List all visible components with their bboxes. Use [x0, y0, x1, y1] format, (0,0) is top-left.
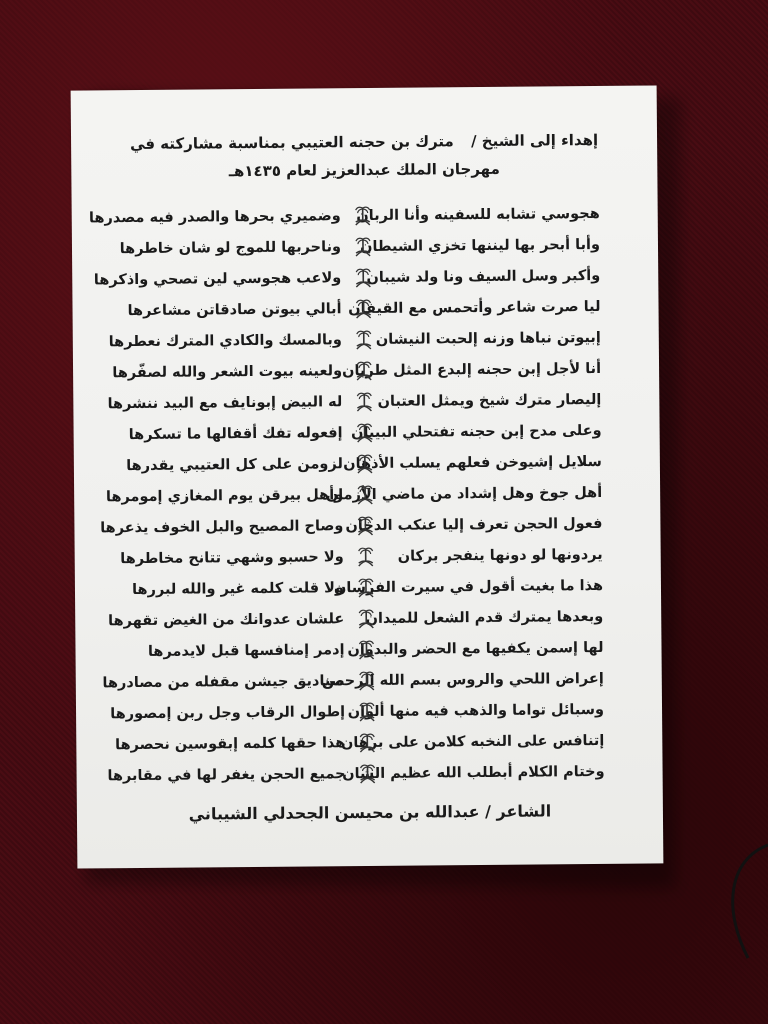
- dedication-line: [91, 126, 637, 159]
- poem-content: [88, 126, 643, 825]
- verse-second-hemistich: هذا حقها كلمه إبقوسين نحصرها: [115, 734, 346, 753]
- verse-second-hemistich: وناحربها للموج لو شان خاطرها: [119, 238, 342, 257]
- verse-first-hemistich: وسبائل تواما والذهب فيه منها ألوان: [347, 701, 605, 720]
- verse-second-hemistich: وضميري بحرها والصدر فيه مصدرها: [88, 207, 341, 226]
- verse-row: [93, 384, 601, 419]
- verse-row: [94, 477, 602, 512]
- verse-row: [95, 539, 603, 574]
- palm-and-crossed-swords-icon: [351, 203, 375, 227]
- verse-second-hemistich: علشان عدوانك من الغيض تقهرها: [108, 610, 345, 629]
- verse-first-hemistich: وختام الكلام أبطلب الله عظيم الشان: [342, 763, 605, 782]
- poem-verses: [88, 198, 643, 792]
- verse-first-hemistich: وأكبر وسل السيف ونا ولد شيبان: [366, 267, 601, 286]
- palm-and-crossed-swords-icon: [351, 296, 375, 320]
- festival-line: مهرجان الملك عبدالعزيز لعام ١٤٣٥هـ: [228, 159, 500, 181]
- palm-and-crossed-swords-icon: [351, 234, 375, 258]
- verse-second-hemistich: لزومن على كل العتيبي يقدرها: [126, 455, 343, 474]
- verse-second-hemistich: أبالي بيوتن صادقاتن مشاعرها: [127, 300, 342, 319]
- palm-and-crossed-swords-icon: [354, 544, 378, 568]
- verse-first-hemistich: هذا ما بغيت أقول في سيرت الفرسان: [333, 577, 604, 596]
- verse-row: [92, 260, 600, 295]
- verse-row: [88, 198, 600, 233]
- verse-first-hemistich: ليا صرت شاعر وأتحمس مع القيفان: [348, 298, 601, 317]
- dedication-text: مترك بن حجنه العتيبي بمناسبة مشاركته في: [129, 132, 454, 154]
- verse-second-hemistich: جميع الحجن يغفر لها في مقابرها: [107, 765, 346, 784]
- verse-second-hemistich: ولا حسبو وشهي تتانح مخاطرها: [120, 548, 344, 567]
- verse-row: [92, 229, 600, 264]
- verse-row: [95, 570, 603, 605]
- poet-signature: الشاعر / عبدالله بن محيسن الجحدلي الشيباني: [188, 801, 552, 824]
- verse-row: [96, 725, 604, 760]
- verse-second-hemistich: صناديق جيشن مقفله من مصادرها: [102, 672, 345, 691]
- verse-first-hemistich: يردونها لو دونها ينفجر بركان: [397, 546, 603, 565]
- verse-second-hemistich: إطوال الرقاب وجل ربن إمصورها: [110, 703, 346, 722]
- verse-first-hemistich: إليصار مترك شيخ ويمثل العتبان: [377, 391, 602, 410]
- verse-second-hemistich: وأهل بيرقن يوم المغازي إمومرها: [105, 486, 344, 505]
- palm-and-crossed-swords-icon: [355, 761, 379, 785]
- verse-row: [93, 353, 601, 388]
- verse-row: [96, 694, 604, 729]
- verse-first-hemistich: هجوسي تشابه للسفينه وأنا الربان: [356, 205, 600, 224]
- palm-and-crossed-swords-icon: [351, 265, 375, 289]
- verse-row: [93, 415, 601, 450]
- palm-and-crossed-swords-icon: [355, 668, 379, 692]
- verse-second-hemistich: إدمر إمنافسها قبل لايدمرها: [147, 641, 345, 660]
- palm-and-crossed-swords-icon: [355, 699, 379, 723]
- dedication-label: إهداء إلى الشيخ /: [470, 130, 599, 151]
- palm-and-crossed-swords-icon: [355, 730, 379, 754]
- verse-row: [94, 446, 602, 481]
- palm-and-crossed-swords-icon: [354, 606, 378, 630]
- palm-and-crossed-swords-icon: [352, 358, 376, 382]
- verse-first-hemistich: إعراض اللحي والروس بسم الله الرحمن: [321, 670, 604, 689]
- verse-first-hemistich: سلايل إشيوخن فعلهم يسلب الأذهان: [343, 453, 602, 472]
- poem-paper: [71, 85, 664, 868]
- verse-row: [95, 632, 603, 667]
- verse-second-hemistich: ولاعب هجوسي لين تصحي واذكرها: [93, 269, 342, 288]
- verse-first-hemistich: وبعدها يمترك قدم الشعل للميدان: [365, 608, 604, 627]
- verse-row: [94, 508, 602, 543]
- verse-first-hemistich: لها إسمن يكفيها مع الحضر والبدوان: [347, 639, 604, 658]
- verse-row: [96, 663, 604, 698]
- verse-row: [96, 756, 604, 791]
- verse-second-hemistich: وبالمسك والكادي المترك نعطرها: [108, 331, 342, 350]
- verse-second-hemistich: ولعينه بيوت الشعر والله لصفّرها: [112, 362, 343, 381]
- verse-first-hemistich: أهل جوخ وهل إشداد من ماضي الأزمان: [325, 484, 603, 503]
- verse-second-hemistich: ولا قلت كلمه غير والله لبررها: [131, 579, 345, 598]
- palm-and-crossed-swords-icon: [353, 513, 377, 537]
- cable: [708, 840, 768, 960]
- verse-first-hemistich: إبيوتن نباها وزنه إلحبت النيشان: [375, 329, 601, 348]
- verse-first-hemistich: وأبا أبحر بها ليننها تخزي الشيطان: [359, 236, 601, 255]
- verse-first-hemistich: وعلى مدح إبن حجنه تفتحلي البيبان: [351, 422, 602, 441]
- palm-and-crossed-swords-icon: [352, 327, 376, 351]
- verse-row: [95, 601, 603, 636]
- palm-and-crossed-swords-icon: [354, 637, 378, 661]
- palm-and-crossed-swords-icon: [353, 482, 377, 506]
- verse-second-hemistich: له البيض إبونايف مع البيد ننشرها: [107, 393, 343, 412]
- palm-and-crossed-swords-icon: [353, 451, 377, 475]
- verse-first-hemistich: فعول الحجن تعرف إليا عنكب الدخان: [345, 515, 603, 534]
- verse-first-hemistich: أنا لأجل إبن حجنه إلبدع المثل طربان: [342, 360, 602, 379]
- verse-second-hemistich: إفعوله تفك أقفالها ما تسكرها: [128, 424, 343, 443]
- palm-and-crossed-swords-icon: [352, 389, 376, 413]
- verse-first-hemistich: إتنافس على النخبه كلامن على برهان: [340, 732, 605, 751]
- palm-and-crossed-swords-icon: [354, 575, 378, 599]
- verse-row: [93, 322, 601, 357]
- verse-row: [92, 291, 600, 326]
- palm-and-crossed-swords-icon: [353, 420, 377, 444]
- verse-second-hemistich: وصاح المصيح والبل الخوف يذعرها: [100, 517, 344, 536]
